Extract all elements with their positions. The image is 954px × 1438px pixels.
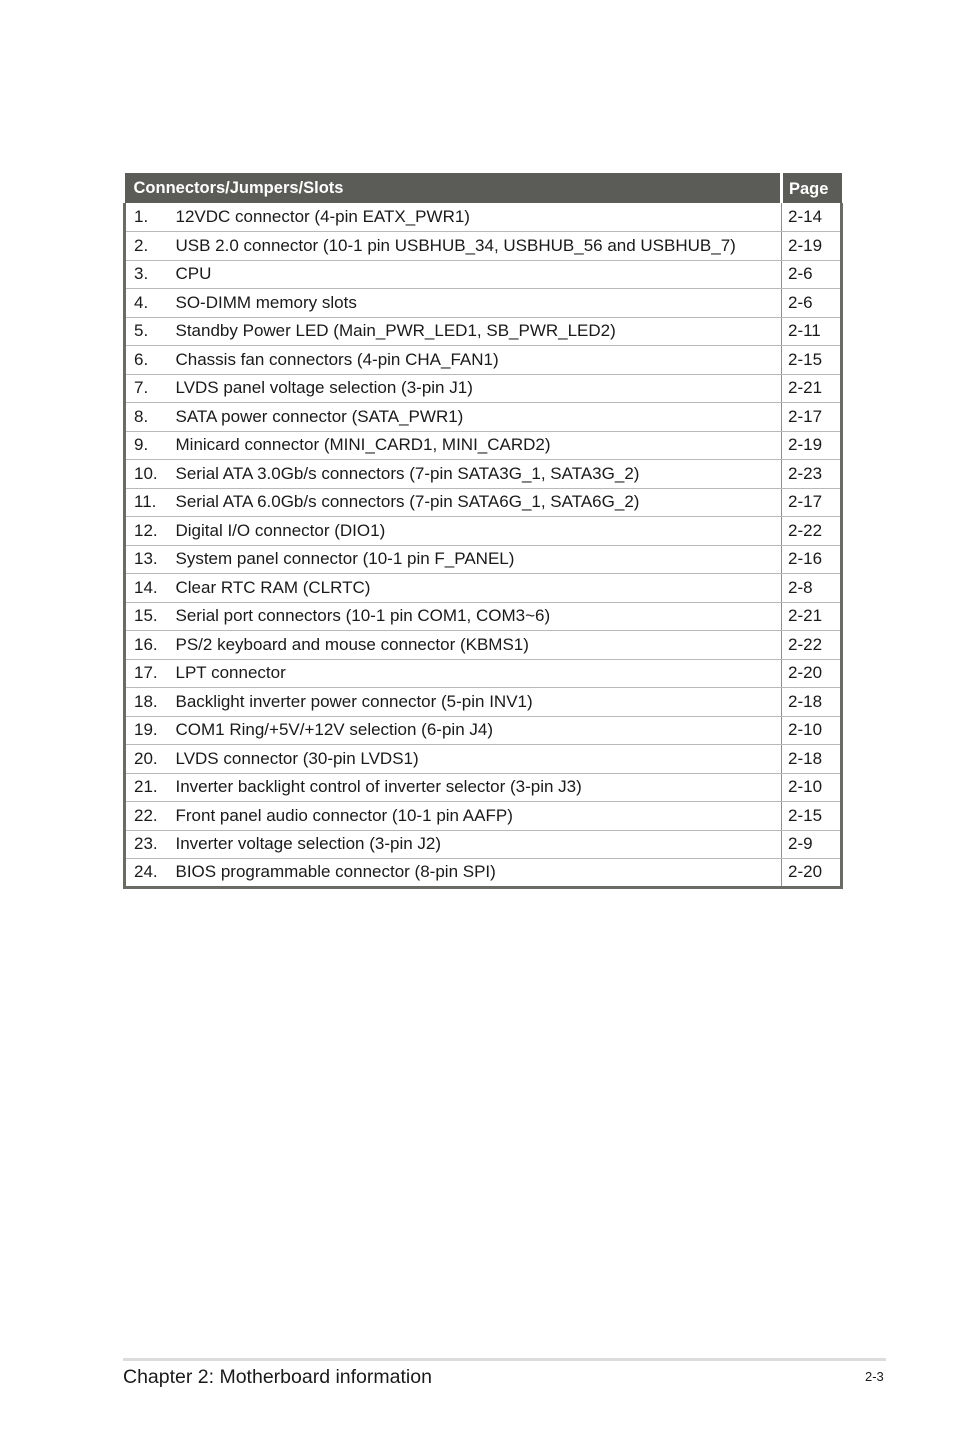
row-page: 2-6: [782, 260, 842, 289]
row-number: 21.: [125, 773, 169, 802]
table-row: [125, 859, 842, 888]
row-description: BIOS programmable connector (8-pin SPI): [169, 859, 782, 888]
row-page: 2-21: [782, 374, 842, 403]
row-number: 14.: [125, 574, 169, 603]
row-number: 17.: [125, 659, 169, 688]
row-page: 2-19: [782, 232, 842, 261]
row-number: 13.: [125, 545, 169, 574]
table-header-row: [125, 173, 842, 203]
row-number: 20.: [125, 745, 169, 774]
row-page: 2-18: [782, 688, 842, 717]
table-row: [125, 773, 842, 802]
row-description: Serial port connectors (10-1 pin COM1, COM3~6): [169, 602, 782, 631]
row-description: Serial ATA 6.0Gb/s connectors (7-pin SATA6G_1, SATA6G_2): [169, 488, 782, 517]
row-page: 2-9: [782, 830, 842, 859]
row-number: 10.: [125, 460, 169, 489]
row-number: 9.: [125, 431, 169, 460]
table-row: [125, 745, 842, 774]
row-page: 2-20: [782, 659, 842, 688]
table-row: [125, 346, 842, 375]
row-description: SO-DIMM memory slots: [169, 289, 782, 318]
row-description: Backlight inverter power connector (5-pin INV1): [169, 688, 782, 717]
row-page: 2-17: [782, 403, 842, 432]
row-description: Clear RTC RAM (CLRTC): [169, 574, 782, 603]
row-number: 8.: [125, 403, 169, 432]
connectors-table: [123, 173, 843, 889]
table-row: [125, 488, 842, 517]
table-row: [125, 688, 842, 717]
row-number: 16.: [125, 631, 169, 660]
row-number: 22.: [125, 802, 169, 831]
row-number: 3.: [125, 260, 169, 289]
row-number: 18.: [125, 688, 169, 717]
row-page: 2-23: [782, 460, 842, 489]
table-row: [125, 602, 842, 631]
row-number: 1.: [125, 203, 169, 232]
row-description: LVDS panel voltage selection (3-pin J1): [169, 374, 782, 403]
row-description: Minicard connector (MINI_CARD1, MINI_CARD2): [169, 431, 782, 460]
table-header: [125, 173, 842, 203]
row-page: 2-14: [782, 203, 842, 232]
table-row: [125, 403, 842, 432]
row-number: 5.: [125, 317, 169, 346]
row-description: Chassis fan connectors (4-pin CHA_FAN1): [169, 346, 782, 375]
row-number: 7.: [125, 374, 169, 403]
table-row: [125, 830, 842, 859]
row-description: Front panel audio connector (10-1 pin AAFP): [169, 802, 782, 831]
row-description: Standby Power LED (Main_PWR_LED1, SB_PWR_LED2): [169, 317, 782, 346]
table-row: [125, 545, 842, 574]
row-number: 4.: [125, 289, 169, 318]
table-row: [125, 574, 842, 603]
row-page: 2-16: [782, 545, 842, 574]
table-row: [125, 260, 842, 289]
row-description: Digital I/O connector (DIO1): [169, 517, 782, 546]
row-description: LVDS connector (30-pin LVDS1): [169, 745, 782, 774]
row-description: System panel connector (10-1 pin F_PANEL): [169, 545, 782, 574]
row-description: Serial ATA 3.0Gb/s connectors (7-pin SATA3G_1, SATA3G_2): [169, 460, 782, 489]
row-page: 2-19: [782, 431, 842, 460]
row-page: 2-20: [782, 859, 842, 888]
row-number: 24.: [125, 859, 169, 888]
row-description: COM1 Ring/+5V/+12V selection (6-pin J4): [169, 716, 782, 745]
table-row: [125, 659, 842, 688]
table-row: [125, 517, 842, 546]
table-row: [125, 802, 842, 831]
footer-divider: [123, 1358, 886, 1361]
row-page: 2-18: [782, 745, 842, 774]
row-page: 2-11: [782, 317, 842, 346]
row-description: SATA power connector (SATA_PWR1): [169, 403, 782, 432]
header-page: Page: [782, 173, 842, 203]
table-body: [125, 203, 842, 887]
row-page: 2-22: [782, 631, 842, 660]
footer-page-number: 2-3: [865, 1369, 884, 1384]
row-page: 2-15: [782, 802, 842, 831]
row-number: 2.: [125, 232, 169, 261]
row-number: 11.: [125, 488, 169, 517]
row-page: 2-21: [782, 602, 842, 631]
table-row: [125, 431, 842, 460]
row-page: 2-22: [782, 517, 842, 546]
table-row: [125, 289, 842, 318]
row-number: 6.: [125, 346, 169, 375]
row-page: 2-15: [782, 346, 842, 375]
row-number: 19.: [125, 716, 169, 745]
row-description: CPU: [169, 260, 782, 289]
row-description: Inverter voltage selection (3-pin J2): [169, 830, 782, 859]
table-row: [125, 631, 842, 660]
row-description: LPT connector: [169, 659, 782, 688]
table-row: [125, 716, 842, 745]
table-row: [125, 317, 842, 346]
table-row: [125, 460, 842, 489]
row-description: PS/2 keyboard and mouse connector (KBMS1): [169, 631, 782, 660]
row-description: 12VDC connector (4-pin EATX_PWR1): [169, 203, 782, 232]
row-page: 2-10: [782, 773, 842, 802]
row-number: 12.: [125, 517, 169, 546]
row-page: 2-6: [782, 289, 842, 318]
header-connectors: Connectors/Jumpers/Slots: [133, 178, 344, 197]
row-page: 2-10: [782, 716, 842, 745]
row-page: 2-17: [782, 488, 842, 517]
row-description: Inverter backlight control of inverter selector (3-pin J3): [169, 773, 782, 802]
row-number: 23.: [125, 830, 169, 859]
table-row: [125, 374, 842, 403]
footer-chapter-title: Chapter 2: Motherboard information: [123, 1366, 432, 1388]
row-page: 2-8: [782, 574, 842, 603]
table-row: [125, 203, 842, 232]
row-number: 15.: [125, 602, 169, 631]
row-description: USB 2.0 connector (10-1 pin USBHUB_34, USBHUB_56 and USBHUB_7): [169, 232, 782, 261]
table-row: [125, 232, 842, 261]
